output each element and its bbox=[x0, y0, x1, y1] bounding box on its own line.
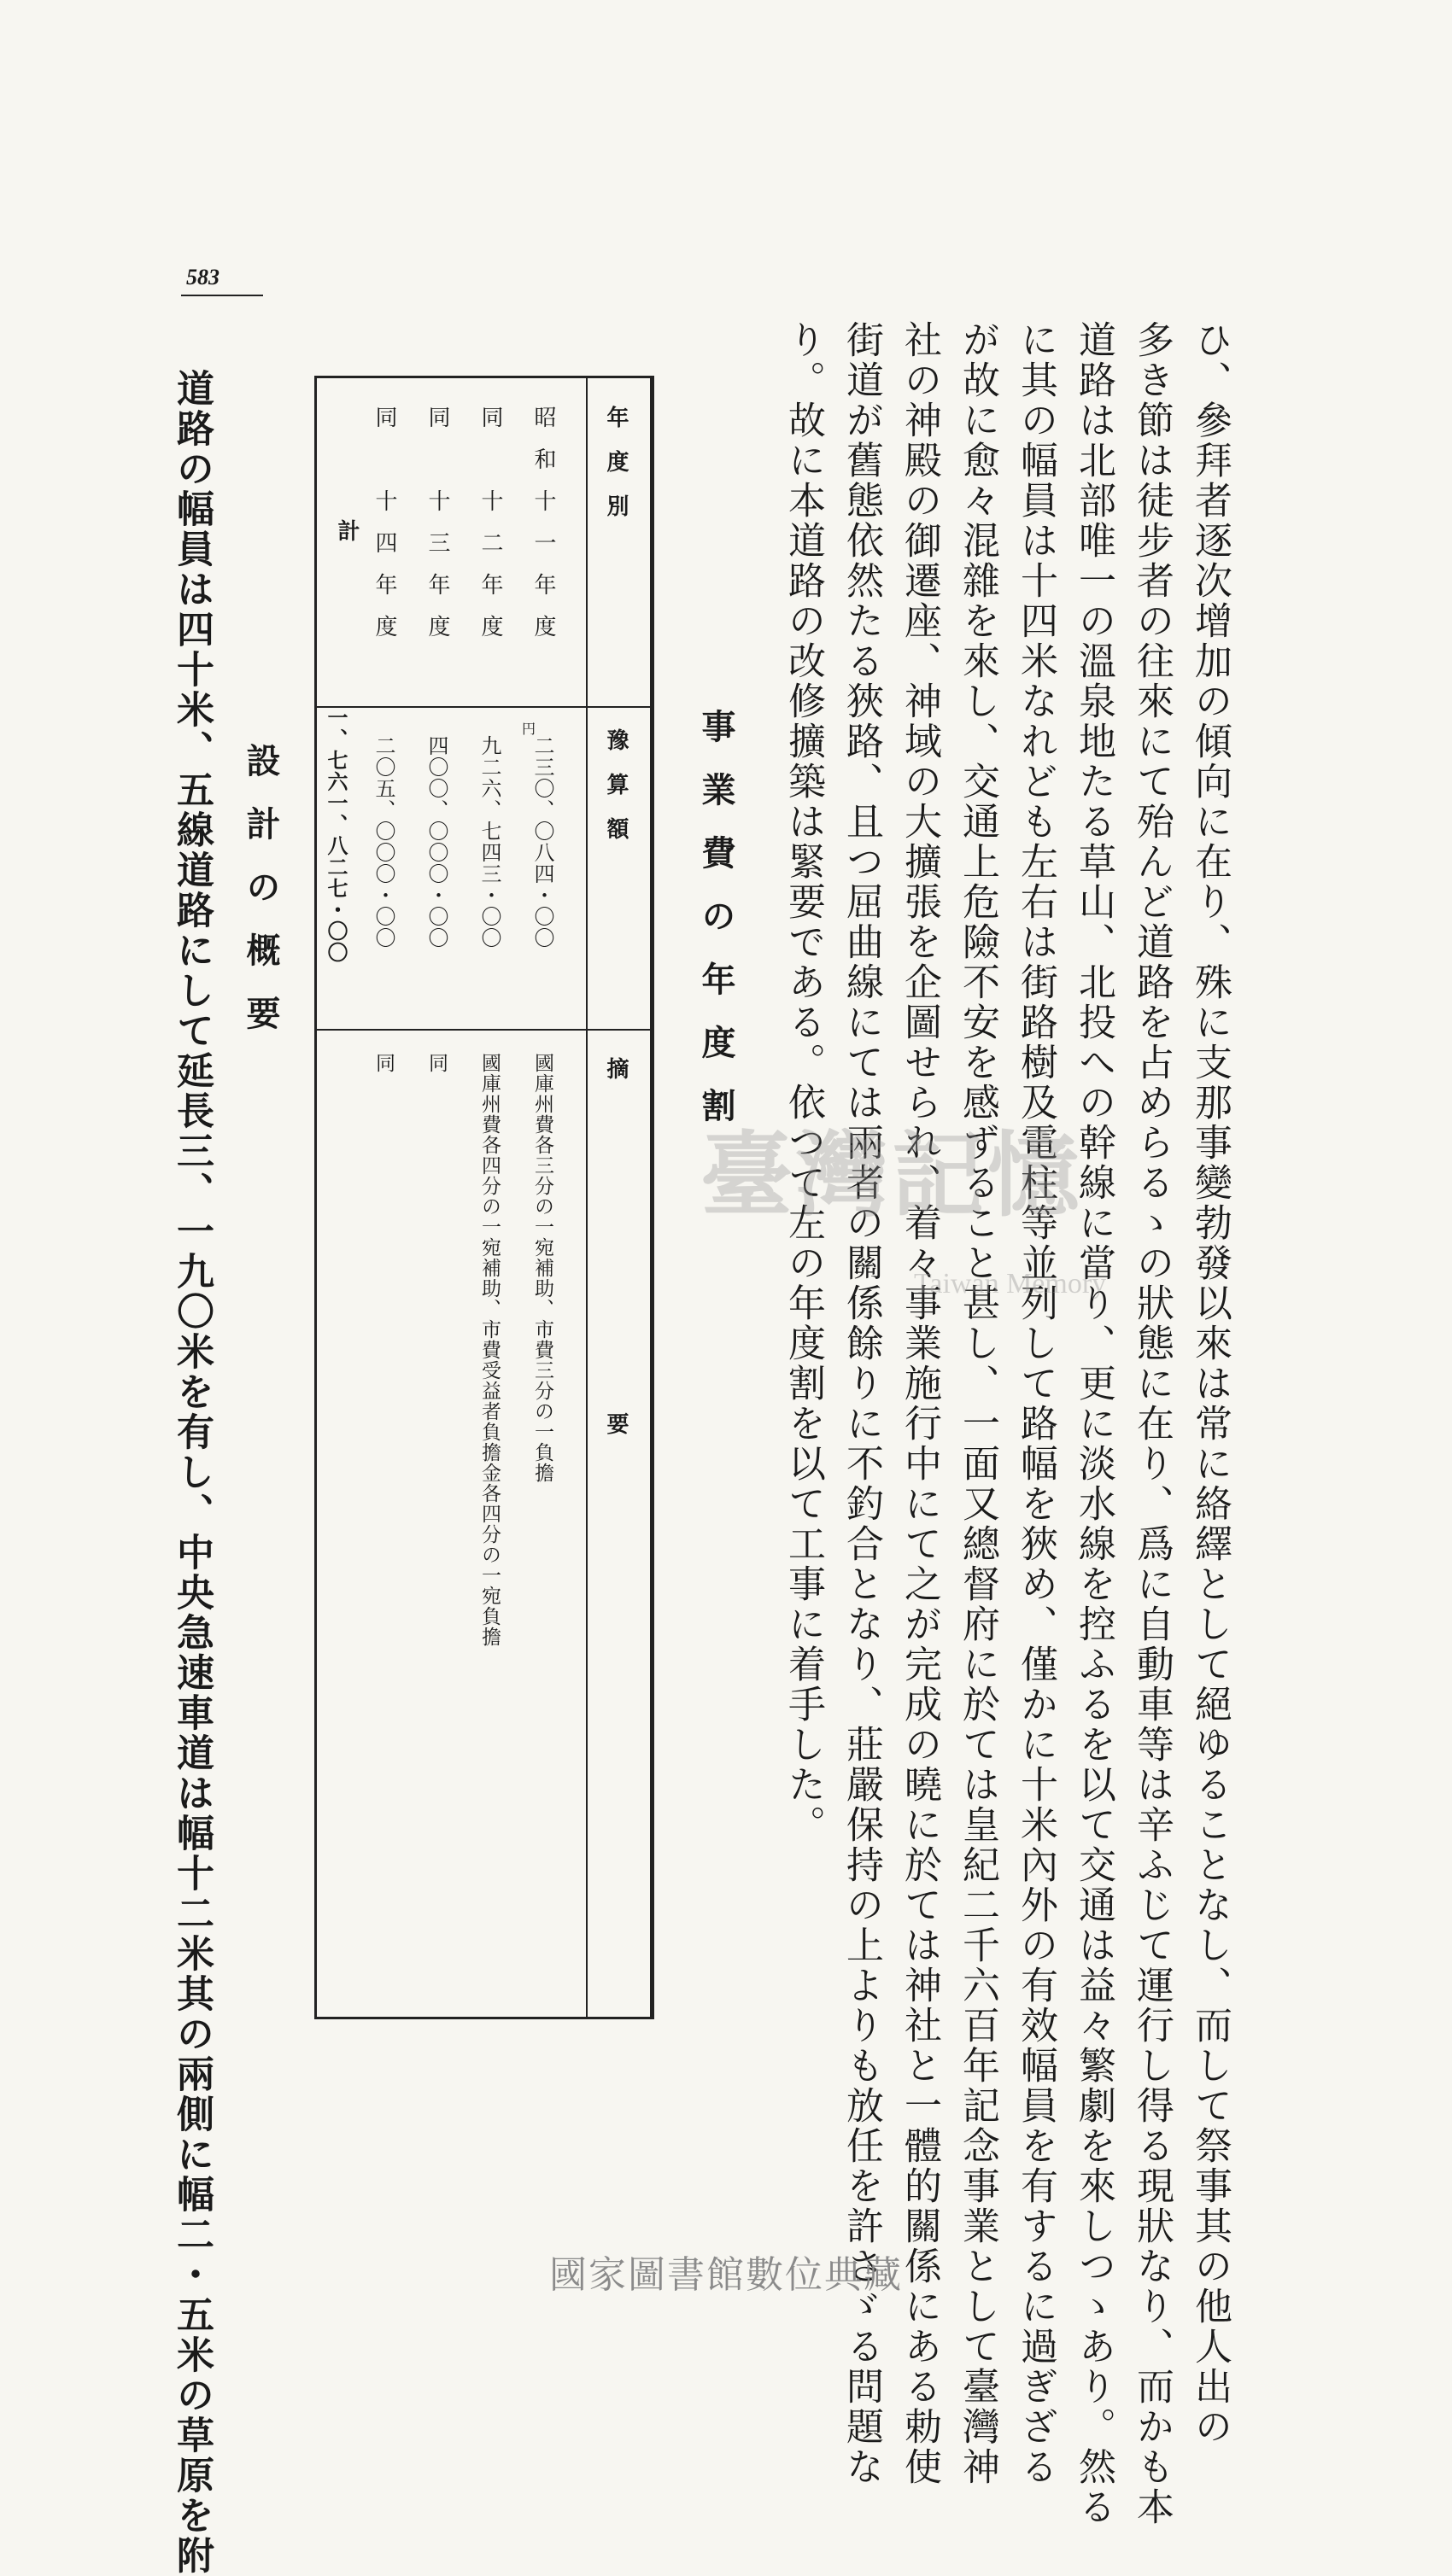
section-heading-budget: 事業費の年度割 bbox=[696, 709, 736, 1151]
page-number: 583 bbox=[186, 265, 220, 289]
year-cell: 同 十二年度 bbox=[477, 406, 503, 657]
total-label: 計 bbox=[334, 519, 360, 561]
body-column-last: 道路の幅員は四十米、五線道路にして延長三、一九〇米を有し、中央急速車道は幅十二米其の兩側に幅二・五米の草原を附 bbox=[170, 369, 214, 2576]
header-year: 年度別 bbox=[603, 406, 629, 539]
header-note: 摘 要 bbox=[603, 1057, 629, 1457]
amount-cell: 九二六、七四三・〇〇 bbox=[477, 735, 501, 949]
yen-unit: 円 bbox=[522, 721, 536, 737]
body-column: 多き節は徒步者の往來にて殆んど道路を占めらるゝの狀態に在り、爲に自動車等は辛ふじて運行し得る現狀なり、而かも本 bbox=[1130, 320, 1174, 2527]
note-cell: 同 bbox=[372, 1053, 395, 1073]
body-column: ひ、參拜者逐次增加の傾向に在り、殊に支那事變勃發以來は常に絡繹として絕ゆることなし、而して祭事其の他人出の bbox=[1188, 320, 1232, 2447]
section-heading-design: 設計の概要 bbox=[241, 743, 281, 1059]
budget-table bbox=[314, 376, 654, 2019]
body-column: り。故に本道路の改修擴築は緊要である。依つて左の年度割を以て工事に着手した。 bbox=[782, 320, 825, 1845]
table-rule bbox=[586, 378, 588, 2017]
year-cell: 同 十四年度 bbox=[372, 406, 397, 657]
footer-credit: 國家圖書館數位典藏 bbox=[549, 2253, 903, 2297]
header-amount: 豫算額 bbox=[603, 728, 629, 862]
body-column: 街道が舊態依然たる狹路、且つ屈曲線にては兩者の關係餘りに不釣合となり、莊嚴保持の上よりも放任を許さゞる問題な bbox=[840, 320, 883, 2487]
body-column: 社の神殿の御遷座、神域の大擴張を企圖せられ、着々事業施行中にて之が完成の曉に於ては神社と一體的關係にある勅使 bbox=[898, 320, 941, 2487]
table-rule bbox=[317, 1029, 650, 1031]
amount-cell: 四〇〇、〇〇〇・〇〇 bbox=[424, 735, 448, 949]
page-number-rule bbox=[181, 295, 263, 296]
note-cell: 國庫州費各三分の一宛補助、市費三分の一負擔 bbox=[531, 1053, 553, 1483]
amount-cell: 二三〇、〇八四・〇〇 bbox=[530, 735, 554, 949]
watermark-logo: 臺灣記憶 bbox=[700, 1122, 1084, 1230]
total-amount: 一、七六一、八二七・〇〇 bbox=[324, 707, 348, 963]
note-cell: 同 bbox=[425, 1053, 448, 1073]
body-column: が故に愈々混雜を來し、交通上危險不安を感ずること甚し、一面又總督府に於ては皇紀二千六百年記念事業として臺灣神 bbox=[956, 320, 999, 2487]
body-column: 道路は北部唯一の溫泉地たる草山、北投への幹線に當り、更に淡水線を控ふるを以て交通は益々繁劇を來しつゝあり。然る bbox=[1072, 320, 1115, 2527]
table-rule bbox=[317, 706, 650, 708]
year-cell: 昭和十一年度 bbox=[530, 406, 556, 657]
year-cell: 同 十三年度 bbox=[424, 406, 450, 657]
note-cell: 國庫州費各四分の一宛補助、市費受益者負擔金各四分の一宛負擔 bbox=[478, 1053, 501, 1647]
body-column: に其の幅員は十四米なれども左右は街路樹及電柱等並列して路幅を狹め、僅かに十米內外の有效幅員を有するに過ぎざる bbox=[1014, 320, 1057, 2487]
amount-cell: 二〇五、〇〇〇・〇〇 bbox=[372, 735, 395, 949]
watermark-caption: Taiwan Memory bbox=[914, 1268, 1107, 1300]
